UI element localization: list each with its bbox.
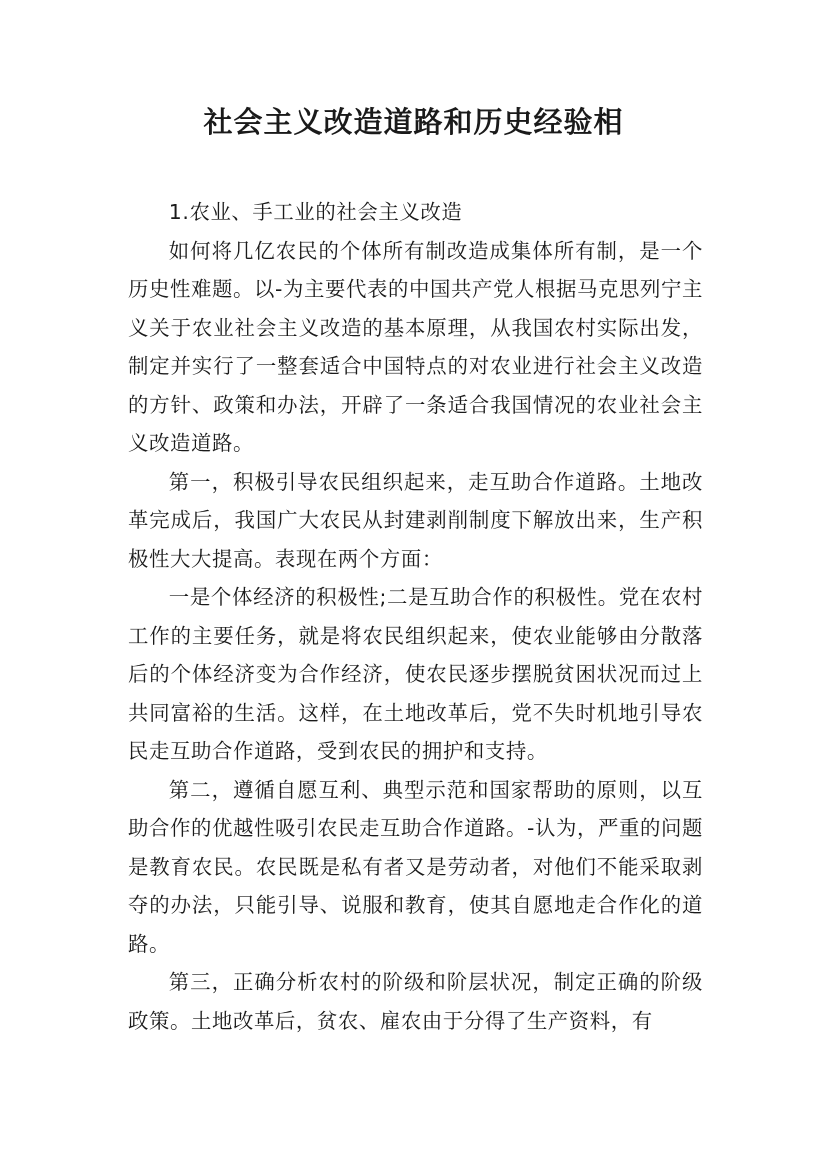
body-paragraph: 第二，遵循自愿互利、典型示范和国家帮助的原则，以互助合作的优越性吸引农民走互助合作道路。-认为，严重的问题是教育农民。农民既是私有者又是劳动者，对他们不能采取剥夺的办法，只能引导、说服和教育，使其自愿地走合作化的道路。 xyxy=(128,777,703,956)
body-paragraph: 第一，积极引导农民组织起来，走互助合作道路。土地改革完成后，我国广大农民从封建剥削制度下解放出来，生产积极性大大提高。表现在两个方面： xyxy=(128,469,703,571)
document-body xyxy=(128,193,703,1040)
body-paragraph: 第三，正确分析农村的阶级和阶层状况，制定正确的阶级政策。土地改革后，贫农、雇农由于分得了生产资料，有 xyxy=(128,970,703,1033)
document-title: 社会主义改造道路和历史经验相 xyxy=(203,105,624,139)
body-paragraph: 如何将几亿农民的个体所有制改造成集体所有制，是一个历史性难题。以-为主要代表的中国共产党人根据马克思列宁主义关于农业社会主义改造的基本原理，从我国农村实际出发，制定并实行了一整套适合中国特点的对农业进行社会主义改造的方针、政策和办法，开辟了一条适合我国情况的农业社会主义改造道路。 xyxy=(128,238,703,455)
section-heading: 1.农业、手工业的社会主义改造 xyxy=(168,200,463,224)
body-paragraph: 一是个体经济的积极性;二是互助合作的积极性。党在农村工作的主要任务，就是将农民组织起来，使农业能够由分散落后的个体经济变为合作经济，使农民逐步摆脱贫困状况而过上共同富裕的生活。这样，在土地改革后，党不失时机地引导农民走互助合作道路，受到农民的拥护和支持。 xyxy=(128,585,703,763)
